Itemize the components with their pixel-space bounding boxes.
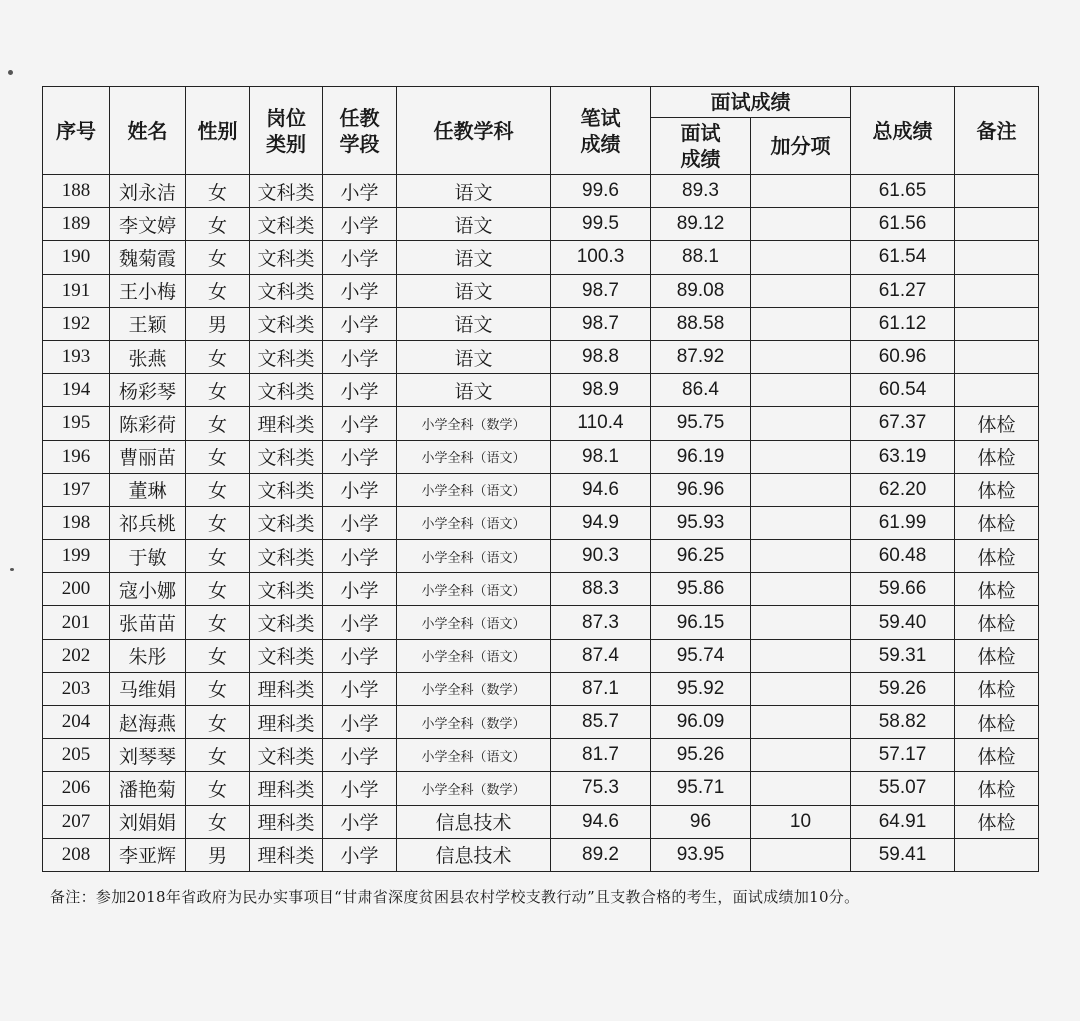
cell-bonus bbox=[751, 374, 851, 407]
cell-name: 潘艳菊 bbox=[110, 772, 186, 805]
cell-stage: 小学 bbox=[323, 274, 397, 307]
cell-gender: 女 bbox=[186, 440, 250, 473]
table-row bbox=[43, 540, 1039, 573]
cell-position-type: 理科类 bbox=[250, 772, 323, 805]
cell-total: 60.54 bbox=[851, 374, 955, 407]
cell-written: 87.4 bbox=[551, 639, 651, 672]
table-row bbox=[43, 805, 1039, 838]
table-row bbox=[43, 208, 1039, 241]
cell-written: 99.6 bbox=[551, 175, 651, 208]
cell-position-type: 文科类 bbox=[250, 506, 323, 539]
table-row bbox=[43, 838, 1039, 871]
footnote: 备注：参加2018年省政府为民办实事项目“甘肃省深度贫困县农村学校支教行动”且支教合格的考生，面试成绩加10分。 bbox=[50, 888, 860, 906]
cell-name: 张燕 bbox=[110, 340, 186, 373]
cell-position-type: 理科类 bbox=[250, 706, 323, 739]
table-row bbox=[43, 340, 1039, 373]
cell-total: 59.31 bbox=[851, 639, 955, 672]
cell-bonus bbox=[751, 639, 851, 672]
cell-position-type: 理科类 bbox=[250, 805, 323, 838]
cell-name: 寇小娜 bbox=[110, 573, 186, 606]
cell-interview: 95.93 bbox=[651, 506, 751, 539]
cell-total: 63.19 bbox=[851, 440, 955, 473]
cell-name: 李文婷 bbox=[110, 208, 186, 241]
cell-bonus bbox=[751, 739, 851, 772]
cell-stage: 小学 bbox=[323, 307, 397, 340]
cell-interview: 88.1 bbox=[651, 241, 751, 274]
cell-remark: 体检 bbox=[955, 772, 1039, 805]
cell-subject: 小学全科（语文） bbox=[397, 473, 551, 506]
cell-interview: 96 bbox=[651, 805, 751, 838]
cell-written: 94.6 bbox=[551, 805, 651, 838]
cell-stage: 小学 bbox=[323, 805, 397, 838]
cell-remark bbox=[955, 241, 1039, 274]
cell-seq: 193 bbox=[43, 340, 110, 373]
cell-remark: 体检 bbox=[955, 440, 1039, 473]
cell-name: 王小梅 bbox=[110, 274, 186, 307]
cell-stage: 小学 bbox=[323, 606, 397, 639]
table-header bbox=[43, 87, 1039, 175]
cell-remark bbox=[955, 274, 1039, 307]
cell-remark: 体检 bbox=[955, 573, 1039, 606]
cell-position-type: 文科类 bbox=[250, 639, 323, 672]
cell-gender: 女 bbox=[186, 772, 250, 805]
cell-bonus bbox=[751, 606, 851, 639]
cell-written: 99.5 bbox=[551, 208, 651, 241]
cell-total: 61.65 bbox=[851, 175, 955, 208]
cell-total: 59.41 bbox=[851, 838, 955, 871]
cell-stage: 小学 bbox=[323, 672, 397, 705]
cell-stage: 小学 bbox=[323, 739, 397, 772]
cell-subject: 小学全科（语文） bbox=[397, 639, 551, 672]
cell-total: 55.07 bbox=[851, 772, 955, 805]
score-table bbox=[42, 86, 1039, 872]
cell-seq: 206 bbox=[43, 772, 110, 805]
cell-name: 董琳 bbox=[110, 473, 186, 506]
cell-position-type: 文科类 bbox=[250, 440, 323, 473]
cell-subject: 小学全科（语文） bbox=[397, 573, 551, 606]
table-row bbox=[43, 606, 1039, 639]
cell-gender: 男 bbox=[186, 307, 250, 340]
cell-stage: 小学 bbox=[323, 506, 397, 539]
cell-interview: 87.92 bbox=[651, 340, 751, 373]
cell-stage: 小学 bbox=[323, 175, 397, 208]
cell-seq: 203 bbox=[43, 672, 110, 705]
scan-speck bbox=[8, 70, 13, 75]
cell-interview: 96.09 bbox=[651, 706, 751, 739]
cell-remark: 体检 bbox=[955, 407, 1039, 440]
cell-interview: 86.4 bbox=[651, 374, 751, 407]
cell-bonus bbox=[751, 573, 851, 606]
cell-interview: 96.15 bbox=[651, 606, 751, 639]
cell-gender: 女 bbox=[186, 706, 250, 739]
cell-stage: 小学 bbox=[323, 838, 397, 871]
header-interview-group: 面试成绩 bbox=[651, 87, 851, 118]
cell-gender: 女 bbox=[186, 274, 250, 307]
cell-total: 60.48 bbox=[851, 540, 955, 573]
cell-stage: 小学 bbox=[323, 340, 397, 373]
cell-bonus bbox=[751, 241, 851, 274]
cell-total: 59.26 bbox=[851, 672, 955, 705]
cell-seq: 194 bbox=[43, 374, 110, 407]
cell-written: 110.4 bbox=[551, 407, 651, 440]
cell-subject: 小学全科（语文） bbox=[397, 506, 551, 539]
table-row bbox=[43, 639, 1039, 672]
cell-seq: 198 bbox=[43, 506, 110, 539]
cell-total: 61.99 bbox=[851, 506, 955, 539]
cell-total: 61.12 bbox=[851, 307, 955, 340]
cell-stage: 小学 bbox=[323, 772, 397, 805]
cell-stage: 小学 bbox=[323, 639, 397, 672]
cell-gender: 女 bbox=[186, 540, 250, 573]
cell-seq: 195 bbox=[43, 407, 110, 440]
cell-total: 64.91 bbox=[851, 805, 955, 838]
scan-speck bbox=[10, 568, 14, 571]
cell-gender: 女 bbox=[186, 573, 250, 606]
cell-bonus bbox=[751, 274, 851, 307]
cell-total: 58.82 bbox=[851, 706, 955, 739]
cell-interview: 95.71 bbox=[651, 772, 751, 805]
cell-subject: 小学全科（数学） bbox=[397, 407, 551, 440]
cell-written: 90.3 bbox=[551, 540, 651, 573]
cell-seq: 205 bbox=[43, 739, 110, 772]
cell-written: 87.3 bbox=[551, 606, 651, 639]
cell-position-type: 文科类 bbox=[250, 175, 323, 208]
cell-remark: 体检 bbox=[955, 473, 1039, 506]
cell-position-type: 文科类 bbox=[250, 739, 323, 772]
table-body bbox=[43, 175, 1039, 872]
cell-position-type: 文科类 bbox=[250, 241, 323, 274]
cell-name: 刘永洁 bbox=[110, 175, 186, 208]
cell-seq: 197 bbox=[43, 473, 110, 506]
cell-name: 魏菊霞 bbox=[110, 241, 186, 274]
cell-name: 杨彩琴 bbox=[110, 374, 186, 407]
cell-subject: 小学全科（数学） bbox=[397, 706, 551, 739]
cell-name: 赵海燕 bbox=[110, 706, 186, 739]
cell-position-type: 文科类 bbox=[250, 274, 323, 307]
cell-subject: 小学全科（语文） bbox=[397, 540, 551, 573]
cell-interview: 89.12 bbox=[651, 208, 751, 241]
cell-seq: 207 bbox=[43, 805, 110, 838]
cell-gender: 女 bbox=[186, 407, 250, 440]
cell-remark bbox=[955, 208, 1039, 241]
cell-gender: 女 bbox=[186, 208, 250, 241]
cell-gender: 女 bbox=[186, 241, 250, 274]
cell-name: 王颖 bbox=[110, 307, 186, 340]
table-row bbox=[43, 407, 1039, 440]
cell-bonus bbox=[751, 175, 851, 208]
cell-bonus bbox=[751, 772, 851, 805]
cell-written: 98.8 bbox=[551, 340, 651, 373]
cell-seq: 199 bbox=[43, 540, 110, 573]
cell-remark: 体检 bbox=[955, 805, 1039, 838]
table-row bbox=[43, 374, 1039, 407]
cell-bonus bbox=[751, 672, 851, 705]
header-written: 笔试成绩 bbox=[551, 87, 651, 175]
cell-interview: 89.3 bbox=[651, 175, 751, 208]
cell-interview: 93.95 bbox=[651, 838, 751, 871]
table-row bbox=[43, 573, 1039, 606]
cell-seq: 191 bbox=[43, 274, 110, 307]
table-row bbox=[43, 772, 1039, 805]
cell-gender: 女 bbox=[186, 175, 250, 208]
cell-subject: 小学全科（数学） bbox=[397, 772, 551, 805]
cell-subject: 信息技术 bbox=[397, 838, 551, 871]
cell-bonus bbox=[751, 407, 851, 440]
cell-remark: 体检 bbox=[955, 540, 1039, 573]
cell-remark: 体检 bbox=[955, 606, 1039, 639]
cell-written: 98.9 bbox=[551, 374, 651, 407]
cell-gender: 男 bbox=[186, 838, 250, 871]
cell-remark bbox=[955, 838, 1039, 871]
table-row bbox=[43, 175, 1039, 208]
cell-bonus bbox=[751, 473, 851, 506]
cell-gender: 女 bbox=[186, 739, 250, 772]
cell-name: 于敏 bbox=[110, 540, 186, 573]
cell-bonus bbox=[751, 540, 851, 573]
cell-written: 75.3 bbox=[551, 772, 651, 805]
cell-total: 60.96 bbox=[851, 340, 955, 373]
cell-subject: 语文 bbox=[397, 175, 551, 208]
cell-bonus bbox=[751, 706, 851, 739]
cell-interview: 95.75 bbox=[651, 407, 751, 440]
table-row bbox=[43, 739, 1039, 772]
cell-name: 马维娟 bbox=[110, 672, 186, 705]
cell-seq: 192 bbox=[43, 307, 110, 340]
cell-total: 59.40 bbox=[851, 606, 955, 639]
cell-written: 81.7 bbox=[551, 739, 651, 772]
cell-written: 94.9 bbox=[551, 506, 651, 539]
cell-stage: 小学 bbox=[323, 706, 397, 739]
cell-total: 62.20 bbox=[851, 473, 955, 506]
cell-position-type: 文科类 bbox=[250, 540, 323, 573]
cell-gender: 女 bbox=[186, 672, 250, 705]
cell-name: 刘娟娟 bbox=[110, 805, 186, 838]
cell-bonus bbox=[751, 440, 851, 473]
cell-bonus bbox=[751, 307, 851, 340]
cell-subject: 小学全科（语文） bbox=[397, 440, 551, 473]
cell-total: 57.17 bbox=[851, 739, 955, 772]
cell-position-type: 文科类 bbox=[250, 340, 323, 373]
cell-written: 87.1 bbox=[551, 672, 651, 705]
cell-name: 张苗苗 bbox=[110, 606, 186, 639]
cell-subject: 语文 bbox=[397, 340, 551, 373]
cell-gender: 女 bbox=[186, 340, 250, 373]
table-row bbox=[43, 506, 1039, 539]
cell-interview: 89.08 bbox=[651, 274, 751, 307]
cell-bonus bbox=[751, 838, 851, 871]
cell-written: 98.7 bbox=[551, 307, 651, 340]
cell-interview: 96.96 bbox=[651, 473, 751, 506]
cell-seq: 202 bbox=[43, 639, 110, 672]
cell-total: 61.27 bbox=[851, 274, 955, 307]
cell-stage: 小学 bbox=[323, 540, 397, 573]
cell-gender: 女 bbox=[186, 805, 250, 838]
cell-bonus bbox=[751, 340, 851, 373]
header-remark: 备注 bbox=[955, 87, 1039, 175]
cell-seq: 200 bbox=[43, 573, 110, 606]
cell-name: 朱彤 bbox=[110, 639, 186, 672]
cell-stage: 小学 bbox=[323, 208, 397, 241]
cell-written: 98.7 bbox=[551, 274, 651, 307]
cell-interview: 95.74 bbox=[651, 639, 751, 672]
cell-remark: 体检 bbox=[955, 506, 1039, 539]
header-bonus: 加分项 bbox=[751, 118, 851, 175]
cell-name: 刘琴琴 bbox=[110, 739, 186, 772]
cell-stage: 小学 bbox=[323, 374, 397, 407]
cell-written: 98.1 bbox=[551, 440, 651, 473]
table-row bbox=[43, 672, 1039, 705]
cell-remark bbox=[955, 340, 1039, 373]
cell-subject: 语文 bbox=[397, 241, 551, 274]
cell-subject: 小学全科（数学） bbox=[397, 672, 551, 705]
score-table-container bbox=[42, 86, 1038, 872]
header-stage: 任教学段 bbox=[323, 87, 397, 175]
cell-position-type: 文科类 bbox=[250, 208, 323, 241]
table-row bbox=[43, 241, 1039, 274]
cell-position-type: 文科类 bbox=[250, 606, 323, 639]
cell-subject: 语文 bbox=[397, 274, 551, 307]
cell-name: 曹丽苗 bbox=[110, 440, 186, 473]
cell-subject: 语文 bbox=[397, 374, 551, 407]
table-row bbox=[43, 307, 1039, 340]
cell-seq: 190 bbox=[43, 241, 110, 274]
cell-stage: 小学 bbox=[323, 407, 397, 440]
cell-stage: 小学 bbox=[323, 440, 397, 473]
cell-seq: 204 bbox=[43, 706, 110, 739]
cell-interview: 96.19 bbox=[651, 440, 751, 473]
cell-interview: 95.92 bbox=[651, 672, 751, 705]
cell-stage: 小学 bbox=[323, 573, 397, 606]
table-row bbox=[43, 440, 1039, 473]
cell-subject: 语文 bbox=[397, 307, 551, 340]
header-total: 总成绩 bbox=[851, 87, 955, 175]
header-gender: 性别 bbox=[186, 87, 250, 175]
cell-gender: 女 bbox=[186, 606, 250, 639]
cell-total: 61.54 bbox=[851, 241, 955, 274]
cell-remark bbox=[955, 175, 1039, 208]
header-interview: 面试成绩 bbox=[651, 118, 751, 175]
cell-interview: 95.26 bbox=[651, 739, 751, 772]
table-row bbox=[43, 706, 1039, 739]
cell-gender: 女 bbox=[186, 374, 250, 407]
cell-position-type: 文科类 bbox=[250, 307, 323, 340]
cell-position-type: 理科类 bbox=[250, 838, 323, 871]
cell-position-type: 理科类 bbox=[250, 672, 323, 705]
cell-interview: 95.86 bbox=[651, 573, 751, 606]
cell-gender: 女 bbox=[186, 639, 250, 672]
cell-seq: 208 bbox=[43, 838, 110, 871]
cell-seq: 188 bbox=[43, 175, 110, 208]
cell-name: 祁兵桃 bbox=[110, 506, 186, 539]
header-seq: 序号 bbox=[43, 87, 110, 175]
cell-position-type: 文科类 bbox=[250, 473, 323, 506]
header-subject: 任教学科 bbox=[397, 87, 551, 175]
cell-remark bbox=[955, 307, 1039, 340]
cell-seq: 201 bbox=[43, 606, 110, 639]
cell-gender: 女 bbox=[186, 506, 250, 539]
cell-stage: 小学 bbox=[323, 473, 397, 506]
cell-written: 88.3 bbox=[551, 573, 651, 606]
cell-name: 陈彩荷 bbox=[110, 407, 186, 440]
cell-written: 85.7 bbox=[551, 706, 651, 739]
table-row bbox=[43, 274, 1039, 307]
header-position-type: 岗位类别 bbox=[250, 87, 323, 175]
cell-remark: 体检 bbox=[955, 739, 1039, 772]
cell-subject: 语文 bbox=[397, 208, 551, 241]
cell-written: 100.3 bbox=[551, 241, 651, 274]
cell-gender: 女 bbox=[186, 473, 250, 506]
cell-bonus bbox=[751, 208, 851, 241]
cell-subject: 信息技术 bbox=[397, 805, 551, 838]
cell-total: 61.56 bbox=[851, 208, 955, 241]
cell-total: 67.37 bbox=[851, 407, 955, 440]
cell-remark: 体检 bbox=[955, 706, 1039, 739]
cell-name: 李亚辉 bbox=[110, 838, 186, 871]
cell-seq: 189 bbox=[43, 208, 110, 241]
cell-bonus: 10 bbox=[751, 805, 851, 838]
cell-total: 59.66 bbox=[851, 573, 955, 606]
cell-written: 94.6 bbox=[551, 473, 651, 506]
cell-bonus bbox=[751, 506, 851, 539]
cell-position-type: 文科类 bbox=[250, 374, 323, 407]
cell-interview: 88.58 bbox=[651, 307, 751, 340]
cell-position-type: 理科类 bbox=[250, 407, 323, 440]
table-row bbox=[43, 473, 1039, 506]
cell-position-type: 文科类 bbox=[250, 573, 323, 606]
cell-remark bbox=[955, 374, 1039, 407]
cell-subject: 小学全科（语文） bbox=[397, 739, 551, 772]
cell-interview: 96.25 bbox=[651, 540, 751, 573]
header-name: 姓名 bbox=[110, 87, 186, 175]
cell-seq: 196 bbox=[43, 440, 110, 473]
cell-subject: 小学全科（语文） bbox=[397, 606, 551, 639]
cell-stage: 小学 bbox=[323, 241, 397, 274]
cell-remark: 体检 bbox=[955, 672, 1039, 705]
cell-remark: 体检 bbox=[955, 639, 1039, 672]
cell-written: 89.2 bbox=[551, 838, 651, 871]
